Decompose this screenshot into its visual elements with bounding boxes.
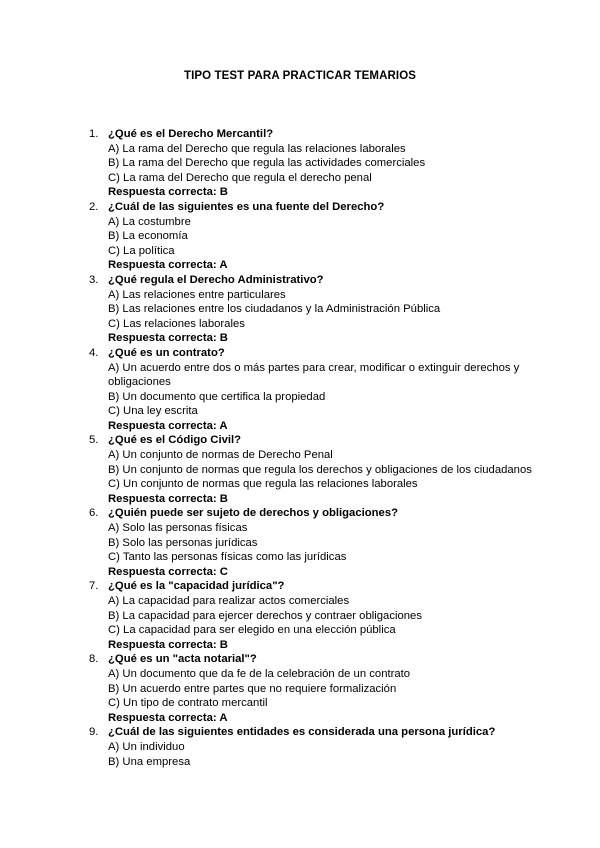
question-number: 1. — [89, 128, 99, 140]
question-item — [0, 579, 600, 652]
answer-option: B) La rama del Derecho que regula las actividades comerciales — [108, 157, 426, 170]
answer-option: C) Un tipo de contrato mercantil — [108, 697, 268, 710]
question-text: ¿Qué es un "acta notarial"? — [108, 653, 257, 666]
correct-answer: Respuesta correcta: B — [108, 332, 228, 345]
answer-option: B) Un acuerdo entre partes que no requiere formalización — [108, 682, 397, 695]
correct-answer: Respuesta correcta: B — [108, 492, 228, 505]
answer-option: C) La rama del Derecho que regula el derecho penal — [108, 171, 372, 184]
question-text: ¿Qué es la "capacidad jurídica"? — [108, 580, 285, 593]
answer-option: C) Tanto las personas físicas como las jurídicas — [108, 551, 347, 564]
answer-option: B) Solo las personas jurídicas — [108, 536, 258, 549]
document-title: TIPO TEST PARA PRACTICAR TEMARIOS — [183, 70, 417, 82]
answer-option: A) Un acuerdo entre dos o más partes para crear, modificar o extinguir derechos y obligaciones — [108, 361, 520, 389]
question-item — [0, 127, 600, 200]
answer-option: B) Un conjunto de normas que regula los derechos y obligaciones de los ciudadanos — [108, 463, 532, 476]
question-number: 6. — [89, 507, 99, 520]
answer-option: A) Las relaciones entre particulares — [108, 288, 286, 301]
question-item — [0, 346, 600, 434]
answer-option: A) Un documento que da fe de la celebración de un contrato — [108, 667, 411, 680]
answer-option: C) La capacidad para ser elegido en una elección pública — [108, 624, 396, 637]
question-text: ¿Qué es un contrato? — [108, 346, 225, 359]
answer-option: B) Las relaciones entre los ciudadanos y la Administración Pública — [108, 303, 441, 316]
correct-answer: Respuesta correcta: A — [108, 711, 228, 724]
correct-answer: Respuesta correcta: A — [108, 419, 228, 432]
question-number: 8. — [89, 653, 99, 666]
question-list — [0, 127, 600, 769]
question-item — [0, 652, 600, 725]
answer-option: B) La economía — [108, 230, 188, 243]
question-text: ¿Cuál de las siguientes entidades es considerada una persona jurídica? — [108, 726, 496, 739]
answer-option: C) Las relaciones laborales — [108, 317, 245, 330]
question-item — [0, 273, 600, 346]
answer-option: B) Un documento que certifica la propiedad — [108, 390, 326, 403]
question-item — [0, 725, 600, 769]
answer-option: C) La política — [108, 244, 175, 257]
question-number: 2. — [89, 200, 99, 213]
question-number: 7. — [89, 580, 99, 593]
answer-option: A) La rama del Derecho que regula las relaciones laborales — [108, 142, 406, 155]
question-number: 3. — [89, 273, 99, 286]
correct-answer: Respuesta correcta: A — [108, 259, 228, 272]
answer-option: A) Un individuo — [108, 740, 185, 753]
question-item — [0, 200, 600, 273]
question-text: ¿Qué regula el Derecho Administrativo? — [108, 273, 324, 286]
answer-option: B) La capacidad para ejercer derechos y contraer obligaciones — [108, 609, 422, 622]
question-item — [0, 506, 600, 579]
correct-answer: Respuesta correcta: B — [108, 186, 228, 199]
question-text: ¿Quién puede ser sujeto de derechos y obligaciones? — [108, 507, 399, 520]
question-number: 5. — [89, 434, 99, 447]
answer-option: A) La capacidad para realizar actos comerciales — [108, 595, 350, 607]
answer-option: A) La costumbre — [108, 215, 191, 228]
question-text: ¿Qué es el Código Civil? — [108, 434, 242, 447]
question-number: 9. — [89, 726, 99, 739]
answer-option: B) Una empresa — [108, 755, 191, 768]
answer-option: C) Una ley escrita — [108, 405, 198, 418]
question-number: 4. — [89, 346, 99, 359]
question-text: ¿Cuál de las siguientes es una fuente del Derecho? — [108, 200, 385, 213]
correct-answer: Respuesta correcta: B — [108, 638, 228, 651]
question-text: ¿Qué es el Derecho Mercantil? — [108, 128, 274, 140]
question-item — [0, 433, 600, 506]
answer-option: A) Un conjunto de normas de Derecho Penal — [108, 449, 333, 462]
answer-option: A) Solo las personas físicas — [108, 522, 248, 535]
correct-answer: Respuesta correcta: C — [108, 565, 228, 578]
answer-option: C) Un conjunto de normas que regula las relaciones laborales — [108, 478, 418, 491]
